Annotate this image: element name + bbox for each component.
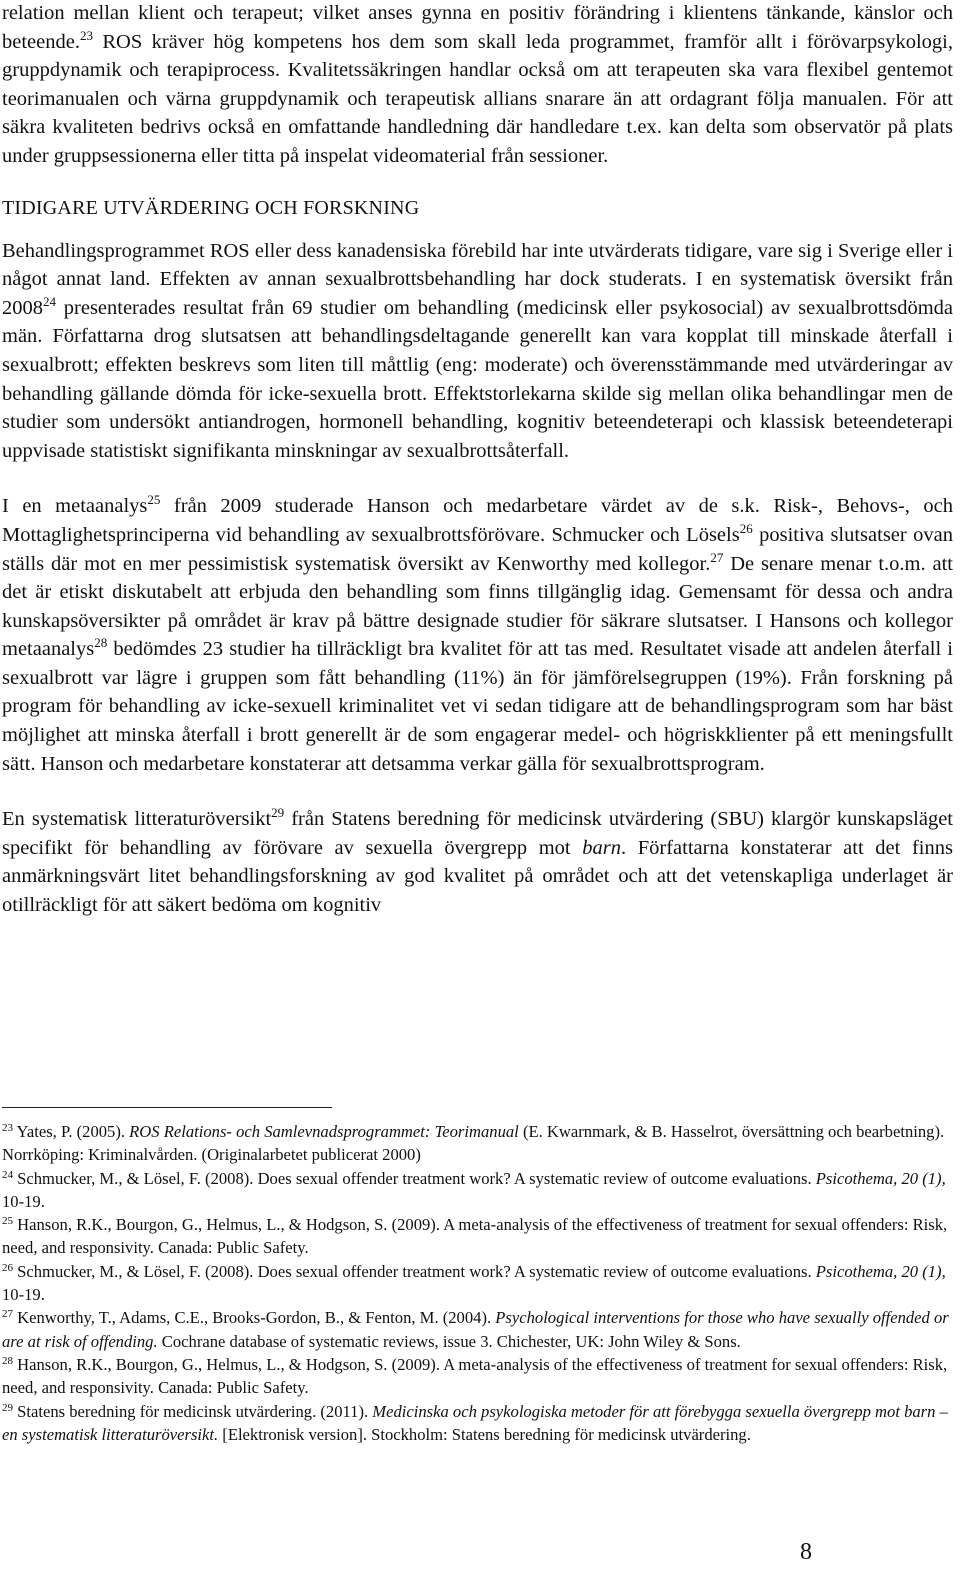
footnote-title: Psicothema, 20 (1), xyxy=(815,1261,946,1281)
footnote-number: 23 xyxy=(2,1122,13,1134)
paragraph-sbu-review xyxy=(2,805,953,919)
footnote-title: Medicinska och psykologiska metoder för att förebygga sexuella övergrepp mot barn – en systematisk litteraturöversikt. xyxy=(2,1401,948,1444)
footnote-text: Cochrane database of systematic reviews, issue 3. Chichester, UK: John Wiley & Sons. xyxy=(157,1331,741,1351)
footnote-text: Kenworthy, T., Adams, C.E., Brooks-Gordon, B., & Fenton, M. (2004). xyxy=(13,1308,496,1328)
footnote-text: Schmucker, M., & Lösel, F. (2008). Does sexual offender treatment work? A systematic review of outcome evaluations. xyxy=(13,1168,816,1188)
footnotes xyxy=(2,1120,953,1446)
text-run: relation mellan klient och terapeut; vilket anses gynna en positiv förändring i klientens tänkande, känslor och beteende. xyxy=(2,2,953,53)
emphasis-text: barn xyxy=(582,836,621,859)
page-number: 8 xyxy=(800,1539,812,1565)
footnote-29 xyxy=(2,1400,953,1447)
footnote-title: ROS Relations- och Samlevnadsprogrammet: Teorimanual xyxy=(129,1122,519,1141)
text-run: En systematisk litteraturöversikt xyxy=(2,808,272,831)
document-page xyxy=(2,0,953,920)
text-run: I en metaanalys xyxy=(2,495,148,518)
text-run: positiva slutsatser ovan ställs där mot en mer pessimistisk systematisk översikt av Kenworthy med kollegor. xyxy=(2,523,953,575)
text-run: bedömdes 23 studier ha tillräckligt bra kvalitet för att tas med. Resultatet visade att andelen återfall i sexualbrott var lägre i gruppen som fått behandling (11%) än för jämförelsegruppen (19%). Från forskning på program för behandling av icke-sexuell kriminalitet vet vi sedan tidigare att de behandlingsprogram som har bäst möjlighet att minska återfall i brott generellt är de som engagerar medel- och högriskklienter på ett meningsfullt sätt. Hanson och medarbetare konstaterar att detsamma verkar gälla för sexualbrottsprogram. xyxy=(2,638,953,775)
footnote-number: 24 xyxy=(2,1168,13,1181)
footnote-text: Statens beredning för medicinsk utvärdering. (2011). xyxy=(13,1401,373,1421)
footnote-24 xyxy=(2,1167,953,1214)
footnote-number: 28 xyxy=(2,1354,13,1367)
footnote-text: (E. Kwarnmark, & B. Hasselrot, översättning och bearbetning). Norrköping: Kriminalvården. (Originalarbetet publicerat 2000) xyxy=(2,1122,945,1165)
footnote-text: Hanson, R.K., Bourgon, G., Helmus, L., & Hodgson, S. (2009). A meta-analysis of the effectiveness of treatment for sexual offenders: Risk, need, and responsivity. Canada: Public Safety. xyxy=(2,1354,948,1398)
text-run: från Statens beredning för medicinsk utvärdering (SBU) klargör kunskapsläget specifikt för behandling av förövare av sexuella övergrepp mot xyxy=(2,808,953,859)
text-run: De senare menar t.o.m. att det är etiskt diskutabelt att erbjuda den behandling som finns tillgänglig idag. Gemensamt för dessa och andra kunskapsöversikter på området är krav på bättre designade studier för säkrare slutsatser. I Hansons och kollegor metaanalys xyxy=(2,552,953,661)
footnote-26 xyxy=(2,1260,953,1307)
footnote-title: Psychological interventions for those who have sexually offended or are at risk of offending. xyxy=(2,1308,949,1351)
text-run: Behandlingsprogrammet ROS eller dess kanadensiska förebild har inte utvärderats tidigare, vare sig i Sverige eller i något annat land. Effekten av annan sexualbrottsbehandling har dock studerats. I en systematisk översikt från 2008 xyxy=(2,239,953,319)
footnote-27 xyxy=(2,1306,953,1353)
footnote-text: 10-19. xyxy=(2,1285,45,1305)
text-run: . Författarna konstaterar att det finns anmärkningsvärt litet behandlingsforskning av god kvalitet på området och att det vetenskapliga underlaget är otillräckligt för att säkert bedöma om kognitiv xyxy=(2,836,953,917)
footnote-number: 29 xyxy=(2,1401,13,1414)
footnote-number: 25 xyxy=(2,1215,13,1228)
paragraph-previous-evaluation xyxy=(2,237,953,466)
footnote-text: [Elektronisk version]. Stockholm: Statens beredning för medicinsk utvärdering. xyxy=(218,1424,751,1444)
footnote-28 xyxy=(2,1353,953,1400)
footnote-ref-27[interactable]: 27 xyxy=(710,549,724,565)
paragraph-metaanalysis xyxy=(2,492,953,778)
text-run: ROS kräver hög kompetens hos dem som skall leda programmet, framför allt i förövarpsykologi, gruppdynamik och terapiprocess. Kvalitetssäkringen handlar också om att terapeuten ska vara flexibel gentemot teorimanualen och värna gruppdynamik och terapeutisk allians snarare än att ordagrant följa manualen. För att säkra kvaliteten bedrivs också en omfattande handledning där handledare t.ex. kan delta som observatör på plats under gruppsessionerna eller titta på inspelat videomaterial från sessioner. xyxy=(2,30,953,167)
text-run: från 2009 studerade Hanson och medarbetare värdet av de s.k. Risk-, Behovs-, och Mottaglighetsprinciperna vid behandling av sexualbrottsförövare. Schmucker och Lösels xyxy=(2,495,954,546)
section-heading: TIDIGARE UTVÄRDERING OCH FORSKNING xyxy=(2,196,420,219)
footnote-ref-29[interactable]: 29 xyxy=(271,805,285,821)
footnote-ref-28[interactable]: 28 xyxy=(94,635,108,651)
footnote-title: Psicothema, 20 (1), xyxy=(815,1168,946,1188)
footnote-number: 26 xyxy=(2,1261,13,1274)
footnote-23 xyxy=(2,1120,953,1167)
footnote-number: 27 xyxy=(2,1308,13,1321)
footnote-text: Yates, P. (2005). xyxy=(13,1122,130,1141)
footnote-text: Hanson, R.K., Bourgon, G., Helmus, L., & Hodgson, S. (2009). A meta-analysis of the effectiveness of treatment for sexual offenders: Risk, need, and responsivity. Canada: Public Safety. xyxy=(2,1215,948,1258)
footnote-separator xyxy=(2,1107,332,1108)
footnote-25 xyxy=(2,1213,953,1260)
footnote-text: 10-19. xyxy=(2,1191,45,1211)
footnote-ref-25[interactable]: 25 xyxy=(147,492,161,508)
footnote-ref-23[interactable]: 23 xyxy=(79,27,93,43)
paragraph-ros-quality xyxy=(2,0,953,171)
footnote-text: Schmucker, M., & Lösel, F. (2008). Does sexual offender treatment work? A systematic review of outcome evaluations. xyxy=(13,1261,816,1281)
footnote-ref-26[interactable]: 26 xyxy=(739,520,753,536)
text-run: presenterades resultat från 69 studier om behandling (medicinsk eller psykosocial) av sexualbrottsdömda män. Författarna drog slutsatsen att behandlingsdeltagande generellt kan vara kopplat till minskade återfall i sexualbrott; effekten beskrevs som liten till måttlig (eng: moderate) och överensstämmande med utvärderingar av behandling gällande dömda för icke-sexuella brott. Effektstorlekarna skilde sig mellan olika behandlingar men de studier som undersökt antiandrogen, hormonell behandling, kognitiv beteendeterapi och klassisk beteendeterapi uppvisade statistiskt signifikanta minskningar av sexualbrottsåterfall. xyxy=(2,296,953,462)
footnote-ref-24[interactable]: 24 xyxy=(43,293,56,309)
